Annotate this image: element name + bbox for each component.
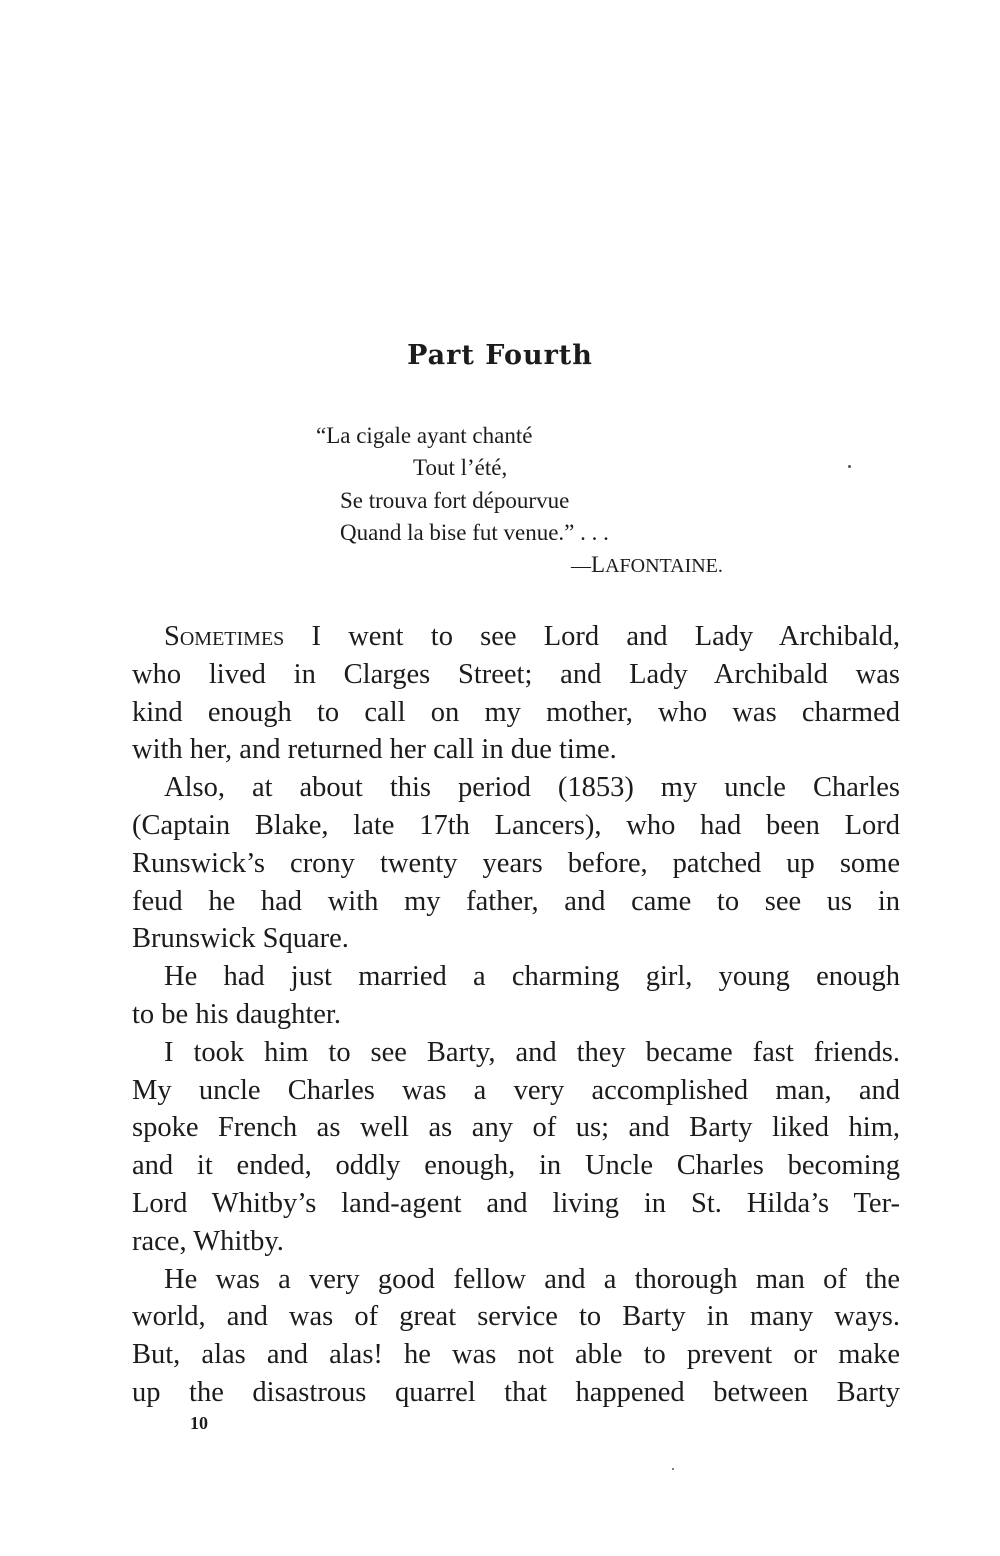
paragraph-line: Lord Whitby’s land-agent and living in St. Hilda’s Ter- xyxy=(132,1187,900,1219)
attribution-rest: AFONTAINE. xyxy=(605,555,723,577)
page-number: 10 xyxy=(190,1413,208,1433)
part-title: Part Fourth xyxy=(407,340,593,371)
epigraph-line: Se trouva fort dépourvue xyxy=(340,488,570,513)
epigraph-attribution xyxy=(571,552,723,578)
paragraph-line: My uncle Charles was a very accomplished man, and xyxy=(132,1074,900,1106)
paragraph-line: to be his daughter. xyxy=(132,998,341,1030)
paragraph-line xyxy=(132,618,900,656)
paragraph-line: race, Whitby. xyxy=(132,1225,284,1257)
paragraph-line: I took him to see Barty, and they became fast friends. xyxy=(164,1036,900,1068)
paragraph-line: feud he had with my father, and came to see us in xyxy=(132,885,900,917)
body-text xyxy=(132,618,900,1412)
scan-speck xyxy=(672,1468,674,1470)
opening-smallcaps-word: Sometimes xyxy=(164,621,285,652)
paragraph-line: world, and was of great service to Barty in many ways. xyxy=(132,1301,900,1333)
paragraph-line: But, alas and alas! he was not able to prevent or make xyxy=(132,1339,900,1371)
paragraph-line-text: I went to see Lord and Lady Archibald, xyxy=(284,621,900,652)
paragraph-line: Brunswick Square. xyxy=(132,923,349,955)
paragraph-line: who lived in Clarges Street; and Lady Archibald was xyxy=(132,658,900,690)
epigraph-line: “La cigale ayant chanté xyxy=(316,423,533,448)
paragraph-line: and it ended, oddly enough, in Uncle Charles becoming xyxy=(132,1150,900,1182)
epigraph-line: Tout l’été, xyxy=(413,455,508,480)
attribution-initial: L xyxy=(591,552,606,577)
paragraph-line: He was a very good fellow and a thorough man of the xyxy=(164,1263,900,1295)
attribution-dash: — xyxy=(571,555,591,577)
paragraph-line: Runswick’s crony twenty years before, patched up some xyxy=(132,847,900,879)
paragraph-line: with her, and returned her call in due time. xyxy=(132,734,617,766)
paragraph-line: spoke French as well as any of us; and Barty liked him, xyxy=(132,1112,900,1144)
paragraph-line: He had just married a charming girl, young enough xyxy=(164,961,900,993)
paragraph-line: Also, at about this period (1853) my uncle Charles xyxy=(164,772,900,804)
paragraph-line: up the disastrous quarrel that happened between Barty xyxy=(132,1376,900,1408)
paragraph-line: kind enough to call on my mother, who was charmed xyxy=(132,696,900,728)
paragraph-line: (Captain Blake, late 17th Lancers), who had been Lord xyxy=(132,809,900,841)
epigraph-line: Quand la bise fut venue.” . . . xyxy=(340,520,609,545)
scan-speck xyxy=(848,465,851,468)
